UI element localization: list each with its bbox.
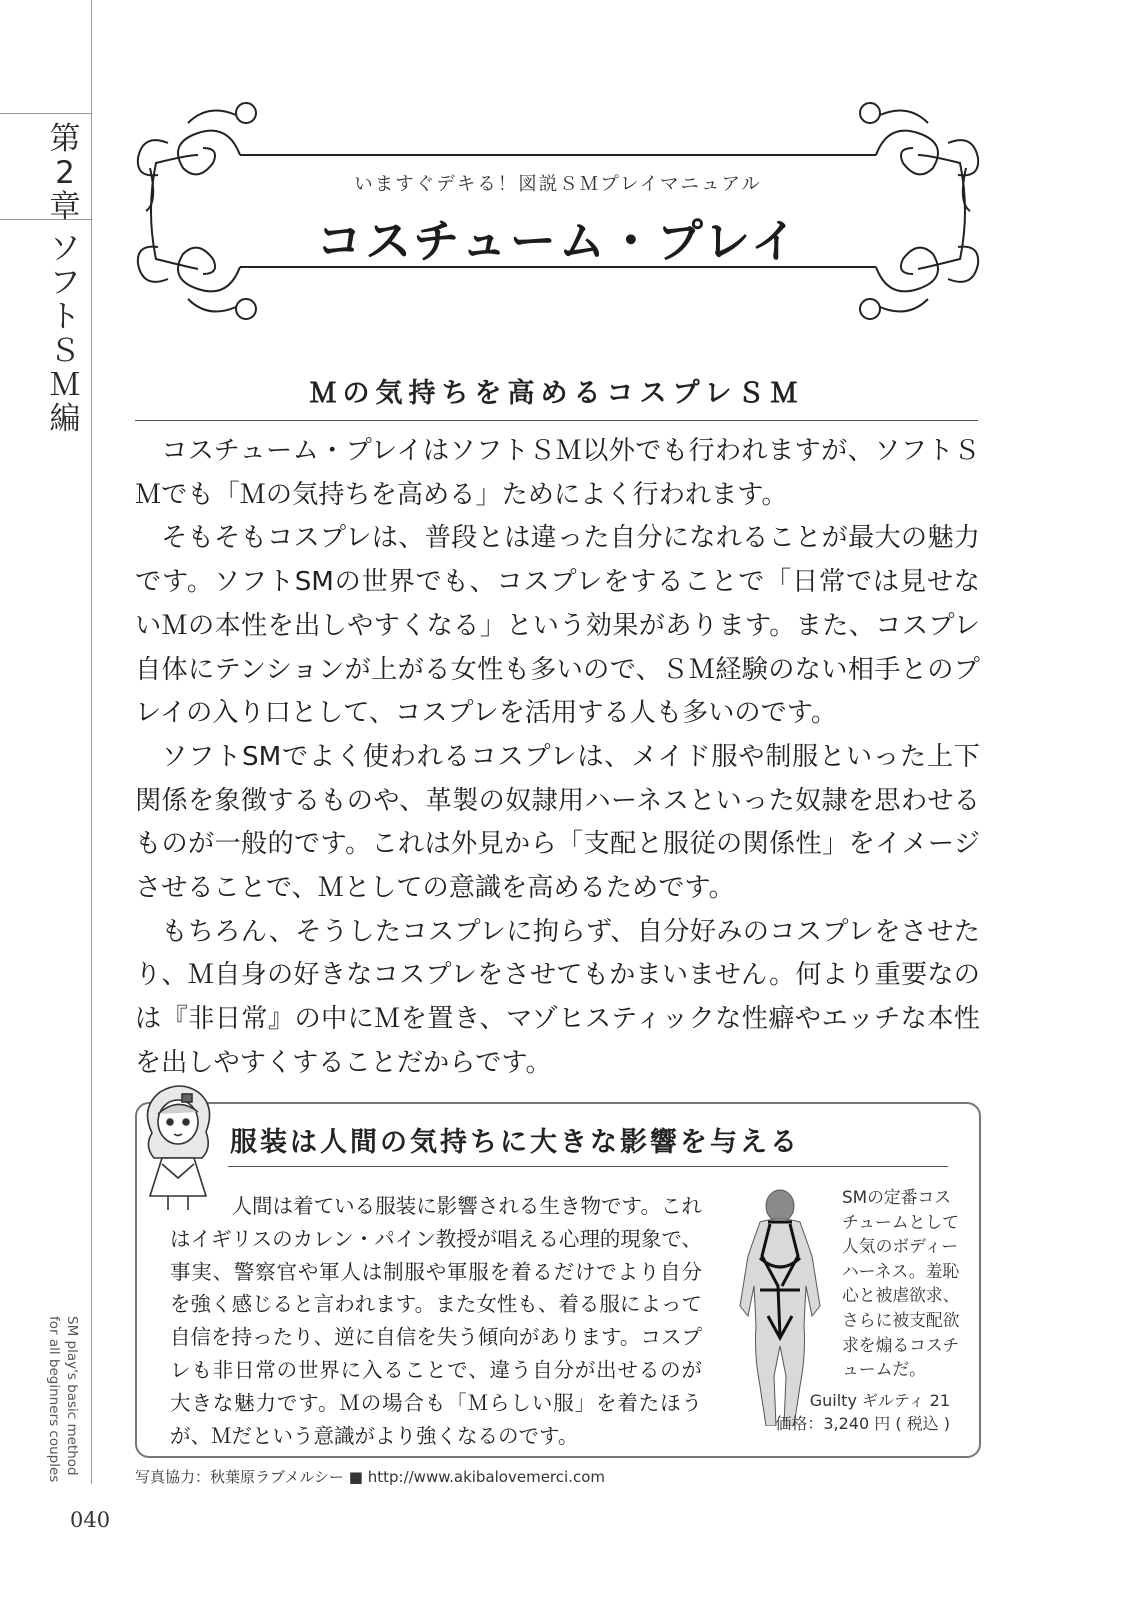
photo-caption: SMの定番コスチュームとして人気のボディーハーネス。羞恥心と被虐欲求、さらに被支配欲求を煽るコスチュームだ。 [842, 1187, 960, 1380]
body-paragraph: もちろん、そうしたコスプレに拘らず、自分好みのコスプレをさせたり、Ｍ自身の好きなコスプレをさせてもかまいません。何より重要なのは『非日常』の中にＭを置き、マゾヒスティックな性癖やエッチな本性を出しやすくすることだからです。 [135, 916, 980, 1078]
part-label-char: Ｍ [49, 367, 81, 403]
tab-divider-top [0, 113, 91, 114]
chapter-label-char: 章 [49, 189, 81, 225]
section-heading: Ｍの気持ちを高めるコスプレＳＭ [309, 378, 804, 409]
chapter-label-char: 第 [49, 121, 81, 157]
body-paragraph: そもそもコスプレは、普段とは違った自分になれることが最大の魅力です。ソフトSMの世界でも、コスプレをすることで「日常では見せないＭの本性を出しやすくなる」という効果があります。また、コスプレ自体にテンションが上がる女性も多いので、ＳＭ経験のない相手とのプレイの入り口として、コスプレを活用する人も多いのです。 [135, 523, 980, 729]
part-label [45, 232, 85, 436]
part-label-char: フ [49, 265, 81, 301]
box-body [170, 1190, 702, 1452]
margin-rule [91, 0, 92, 1484]
body-paragraph: ソフトSMでよく使われるコスプレは、メイド服や制服といった上下関係を象徴するものや、革製の奴隷用ハーネスといった奴隷を思わせるものが一般的です。これは外見から「支配と服従の関係性」をイメージさせることで、Ｍとしての意識を高めるためです。 [135, 741, 980, 904]
product-price: 価格：3,240 円 ( 税込 ) [775, 1414, 950, 1433]
box-paragraph: 人間は着ている服装に影響される生き物です。これはイギリスのカレン・パイン教授が唱える心理的現象で、事実、警察官や軍人は制服や軍服を着るだけでより自分を強く感じると言われます。また女性も、着る服によって自信を持ったり、逆に自信を失う傾向があります。コスプレも非日常の世界に入ることで、違う自分が出せるのが大きな魅力です。Ｍの場合も「Ｍらしい服」を着たほうが、Ｍだという意識がより強くなるのです。 [170, 1194, 702, 1448]
running-foot [4, 1316, 90, 1486]
chapter-label [45, 122, 85, 224]
photo-credit: 写真協力：秋葉原ラブメルシー ■ http://www.akibalovemerci.com [135, 1468, 605, 1486]
product-name: Guilty ギルティ 21 [809, 1391, 950, 1410]
page-title: コスチューム・プレイ [316, 214, 800, 268]
chapter-label-char: 2 [55, 155, 75, 191]
box-divider [228, 1166, 948, 1167]
body-text [135, 430, 980, 1086]
running-foot-line: for all beginners couples [46, 1316, 62, 1483]
part-label-char: ト [49, 299, 81, 335]
part-label-char: Ｓ [49, 333, 81, 369]
series-kicker: いますぐデキる！図説ＳＭプレイマニュアル [354, 174, 762, 195]
box-heading: 服装は人間の気持ちに大きな影響を与える [230, 1127, 800, 1158]
part-label-char: ソ [49, 231, 81, 267]
part-label-char: 編 [49, 401, 81, 437]
page-number: 040 [70, 1508, 111, 1532]
section-divider [135, 420, 978, 421]
running-foot-line: SM play's basic method [64, 1316, 80, 1476]
body-paragraph: コスチューム・プレイはソフトＳＭ以外でも行われますが、ソフトＳＭでも「Ｍの気持ちを高める」ためによく行われます。 [135, 436, 980, 510]
